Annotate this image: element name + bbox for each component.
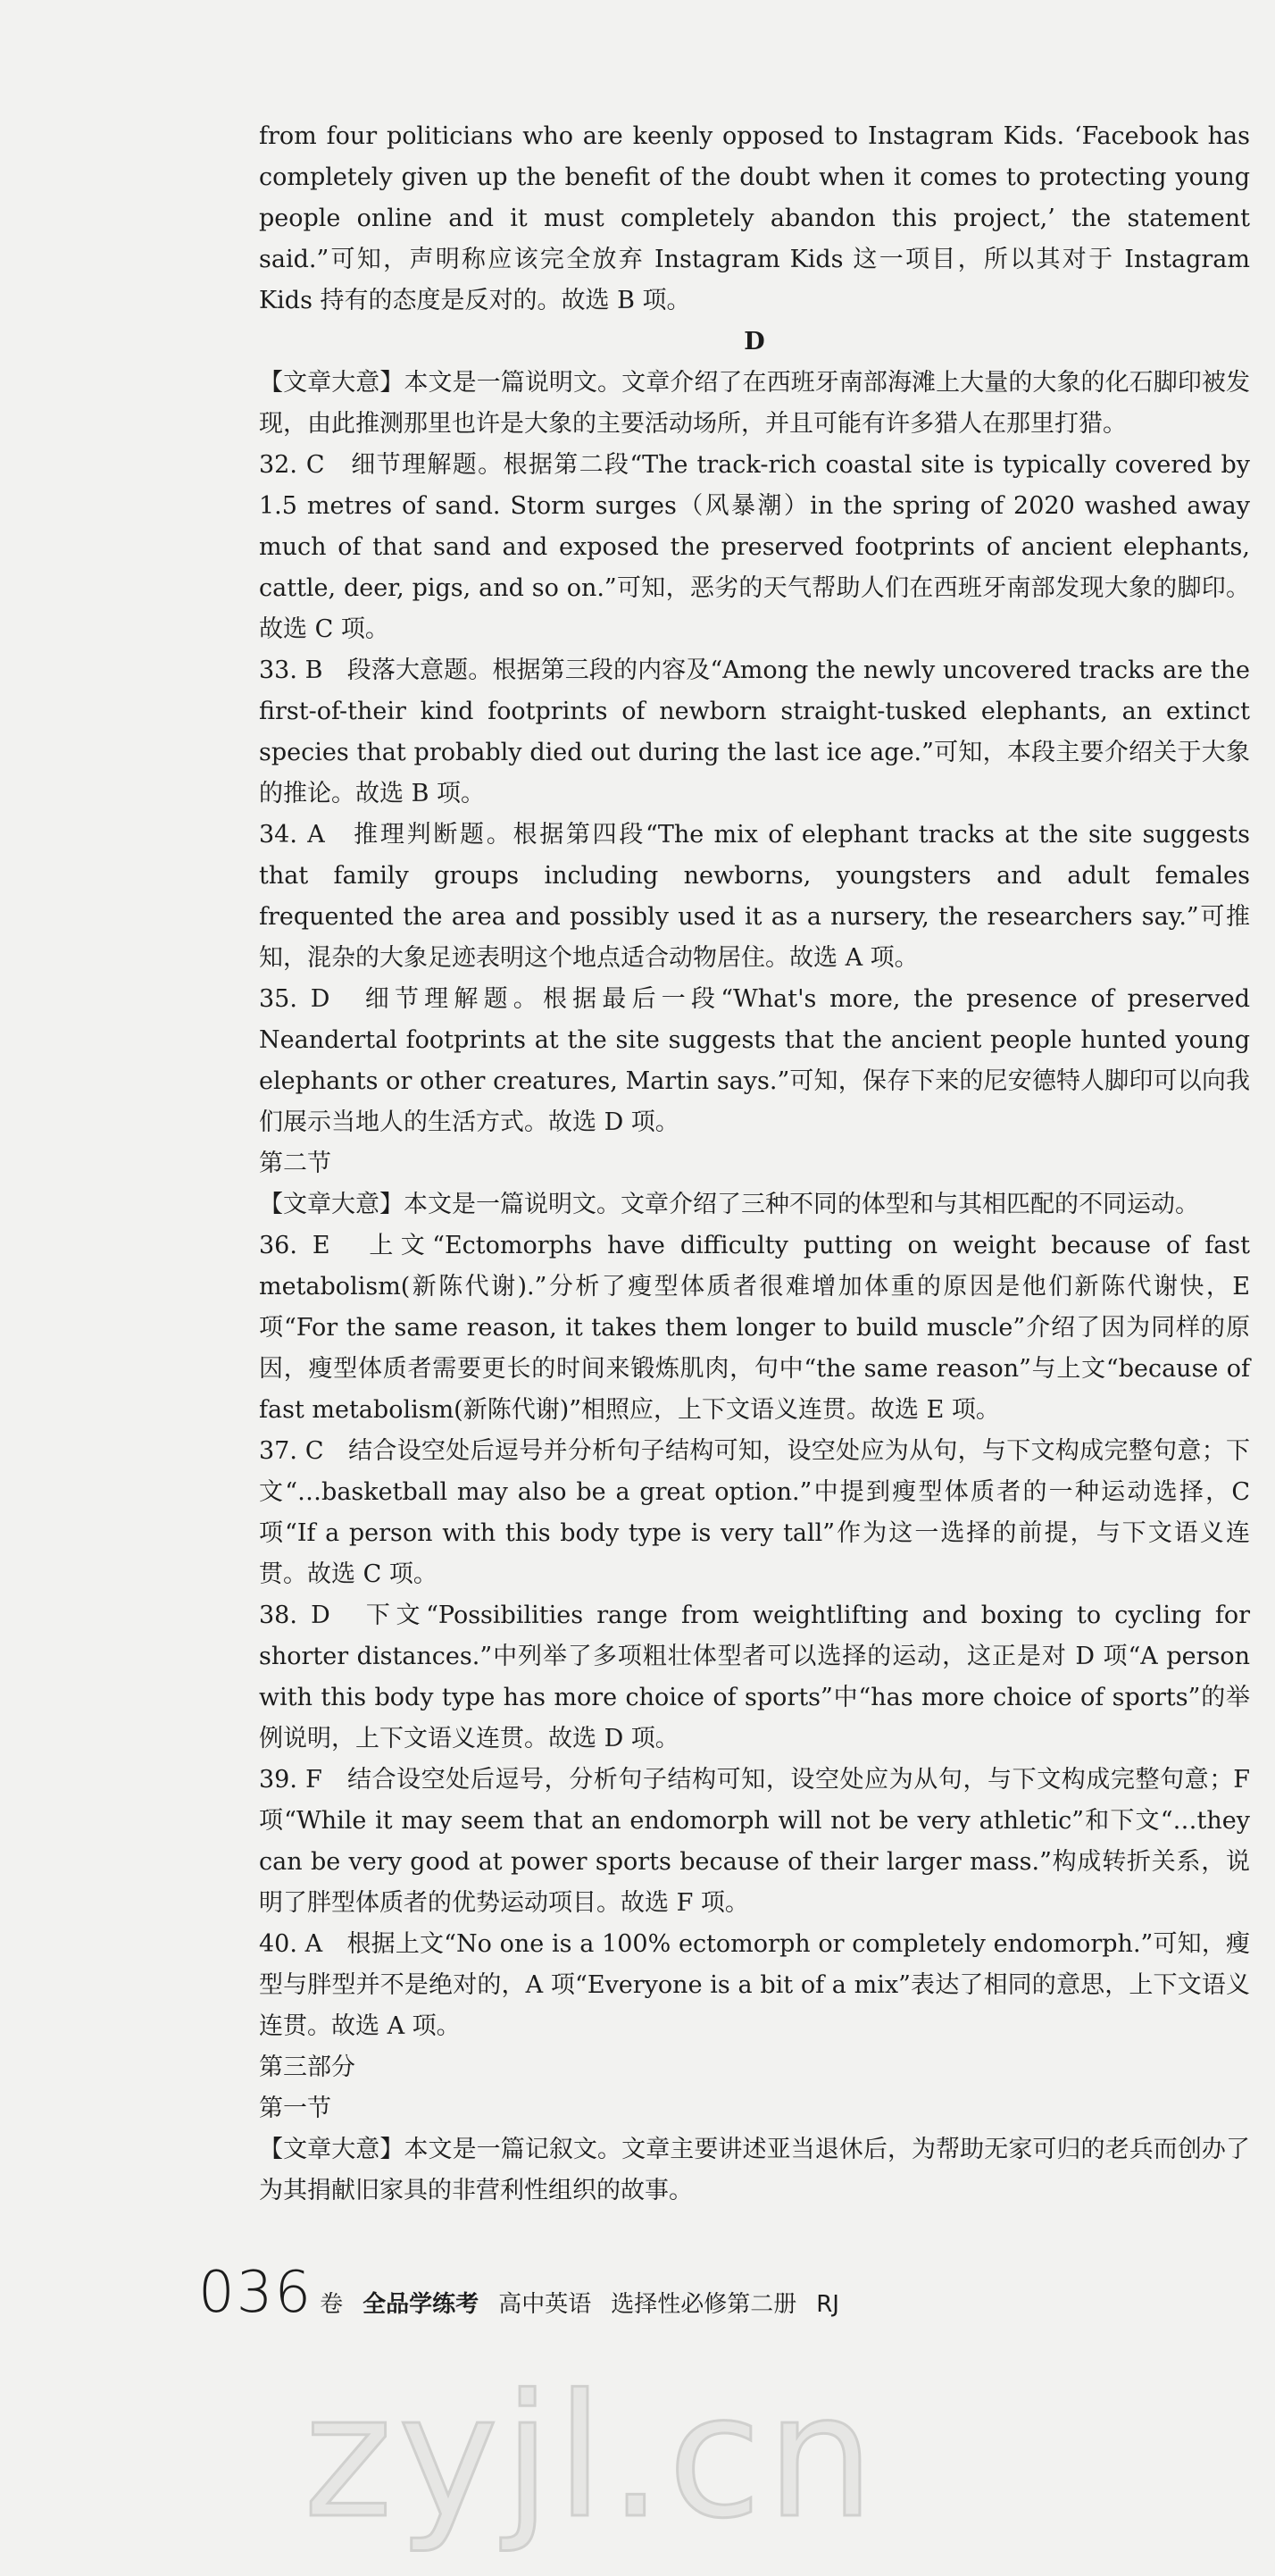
answer-37: 37. C 结合设空处后逗号并分析句子结构可知，设空处应为从句，与下文构成完整句意；下文“…basketball may also be a great option.”中提到瘦型体质者的一种运动选择，C 项“If a person with this body type is very tall”作为这一选择的前提，与下文语义连贯。故选 C 项。 [259, 1437, 1250, 1588]
brand-name: 全品学练考 [362, 2291, 479, 2318]
paragraph-summary-d: 【文章大意】本文是一篇说明文。文章介绍了在西班牙南部海滩上大量的大象的化石脚印被发现，由此推测那里也许是大象的主要活动场所，并且可能有许多猎人在那里打猎。 [259, 369, 1250, 438]
part3-heading: 第三部分 [259, 2053, 355, 2081]
answer-38: 38. D 下文“Possibilities range from weightlifting and boxing to cycling for shorter distances.”中列举了多项粗壮体型者可以选择的运动，这正是对 D 项“A person with this body type has more choice of sports”中“has more choice of sports”的举例说明，上下文语义连贯。故选 D 项。 [259, 1602, 1250, 1752]
section-part2-heading: 第二节 [259, 1150, 331, 1177]
answer-35: 35. D 细节理解题。根据最后一段“What's more, the presence of preserved Neandertal footprints at the site suggests that the ancient people hunted young elephants or other creatures, Martin says.”可知，保存下来的尼安德特人脚印可以向我们展示当地人的生活方式。故选 D 项。 [259, 985, 1250, 1136]
answer-33: 33. B 段落大意题。根据第三段的内容及“Among the newly uncovered tracks are the first-of-their kind footprints of newborn straight-tusked elephants, an extinct species that probably died out during the last ice age.”可知，本段主要介绍关于大象的推论。故选 B 项。 [259, 657, 1250, 807]
answer-32: 32. C 细节理解题。根据第二段“The track-rich coastal site is typically covered by 1.5 metres of sand. Storm surges（风暴潮）in the spring of 2020 washed away much of that sand and exposed the preserved footprints of ancient elephants, cattle, deer, pigs, and so on.”可知，恶劣的天气帮助人们在西班牙南部发现大象的脚印。故选 C 项。 [259, 451, 1250, 643]
answer-40: 40. A 根据上文“No one is a 100% ectomorph or completely endomorph.”可知，瘦型与胖型并不是绝对的，A 项“Everyone is a bit of a mix”表达了相同的意思，上下文语义连贯。故选 A 项。 [259, 1930, 1250, 2040]
page-number: 036 [198, 2260, 313, 2326]
paragraph-summary-part3: 【文章大意】本文是一篇记叙文。文章主要讲述亚当退休后，为帮助无家可归的老兵而创办了为其捐献旧家具的非营利性组织的故事。 [259, 2136, 1250, 2204]
section-1-heading: 第一节 [259, 2095, 331, 2122]
answer-34: 34. A 推理判断题。根据第四段“The mix of elephant tracks at the site suggests that family groups including newborns, youngsters and adult females frequented the area and possibly used it as a nursery, the researchers say.”可推知，混杂的大象足迹表明这个地点适合动物居住。故选 A 项。 [259, 821, 1250, 972]
volume-label: 卷 [320, 2291, 344, 2318]
subject-label: 高中英语 [498, 2291, 592, 2318]
book-label: 选择性必修第二册 [611, 2291, 797, 2318]
edition-label: RJ [816, 2291, 839, 2318]
answer-content [259, 116, 1250, 2212]
answer-39: 39. F 结合设空处后逗号，分析句子结构可知，设空处应为从句，与下文构成完整句意；F 项“While it may seem that an endomorph will not be very athletic”和下文“…they can be very good at power sports because of their larger mass.”构成转折关系，说明了胖型体质者的优势运动项目。故选 F 项。 [259, 1766, 1250, 1917]
watermark-logo: zyjl.cn [304, 2358, 880, 2555]
answer-36: 36. E 上文“Ectomorphs have difficulty putting on weight because of fast metabolism(新陈代谢).”分析了瘦型体质者很难增加体重的原因是他们新陈代谢快，E 项“For the same reason, it takes them longer to build muscle”介绍了因为同样的原因，瘦型体质者需要更长的时间来锻炼肌肉，句中“the same reason”与上文“because of fast metabolism(新陈代谢)”相照应，上下文语义连贯。故选 E 项。 [259, 1232, 1250, 1424]
paragraph-instagram-conclusion: from four politicians who are keenly opposed to Instagram Kids. ‘Facebook has completely given up the benefit of the doubt when it comes to protecting young people online and it must completely abandon this project,’ the statement said.”可知，声明称应该完全放弃 Instagram Kids 这一项目，所以其对于 Instagram Kids 持有的态度是反对的。故选 B 项。 [259, 122, 1250, 314]
section-d-heading: D [744, 328, 765, 355]
paragraph-summary-part2: 【文章大意】本文是一篇说明文。文章介绍了三种不同的体型和与其相匹配的不同运动。 [259, 1191, 1199, 1218]
page-footer [198, 2260, 839, 2326]
